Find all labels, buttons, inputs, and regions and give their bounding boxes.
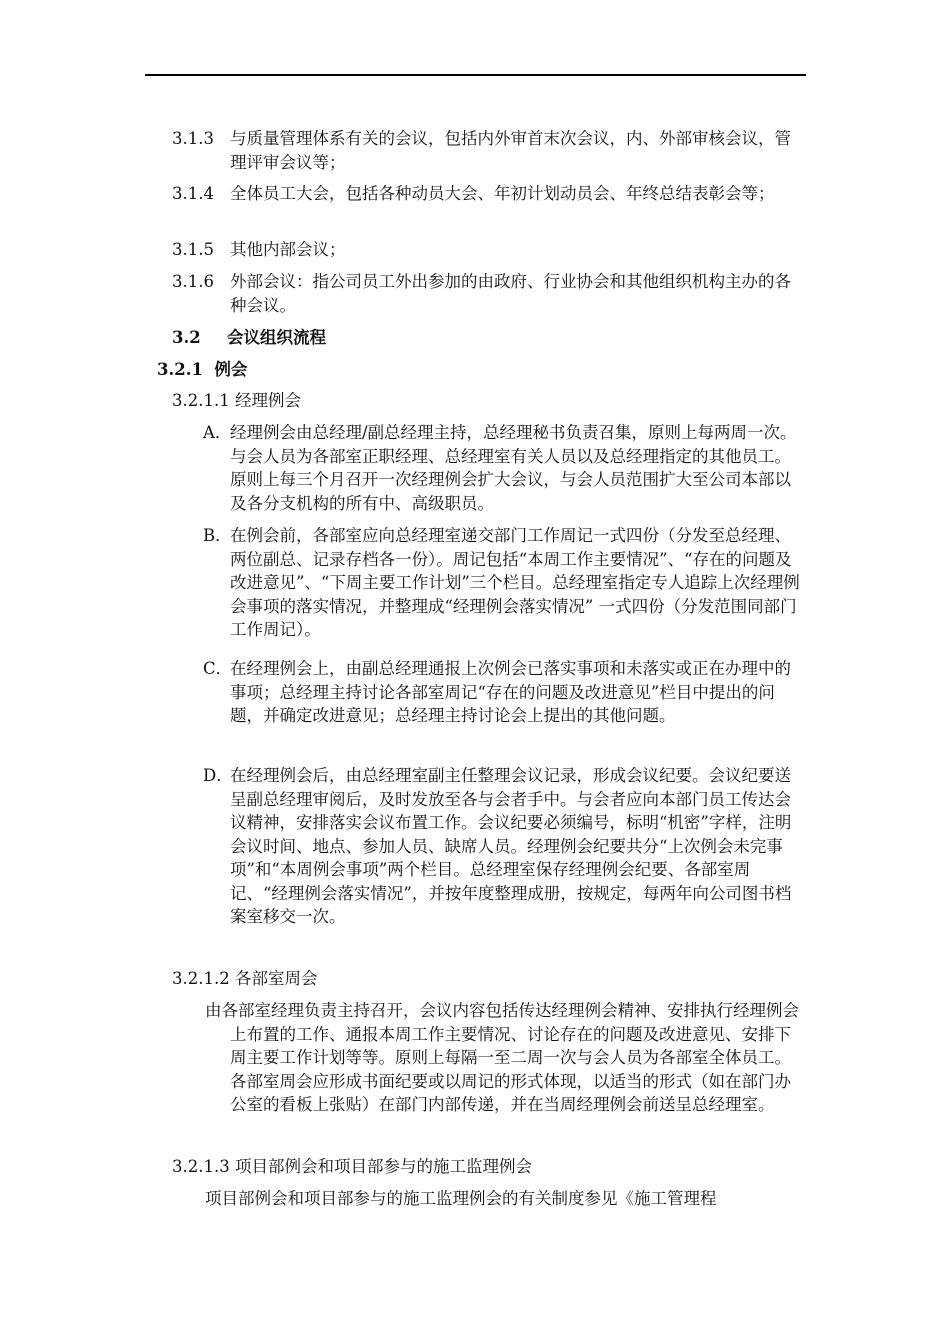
item-text: 与质量管理体系有关的会议，包括内外审首末次会议，内、外部审核会议，管理评审会议等； <box>230 129 791 172</box>
para-label: A． <box>203 423 232 442</box>
subsection-heading: 3.2.1 例会 <box>157 360 248 379</box>
para-text: 项目部例会和项目部参与的施工监理例会的有关制度参见《施工管理程 <box>205 1189 717 1208</box>
item-number: 3.1.4 <box>172 184 214 203</box>
header-rule <box>145 74 806 76</box>
para-text: 在经理例会上，由副总经理通报上次例会已落实事项和未落实或正在办理中的事项；总经理主持讨论各部室周记“存在的问题及改进意见”栏目中提出的问题，并确定改进意见；总经理主持讨论会上提出的其他问题。 <box>230 659 791 725</box>
para-label: B． <box>203 526 232 545</box>
sub-heading: 3.2.1.1 经理例会 <box>172 391 301 410</box>
section-number: 3.2 <box>172 328 201 347</box>
para-text: 经理例会由总经理/副总经理主持，总经理秘书负责召集，原则上每两周一次。与会人员为各部室正职经理、总经理室有关人员以及总经理指定的其他员工。原则上每三个月召开一次经理例会扩大会议，与会人员范围扩大至公司本部以及各分支机构的所有中、高级职员。 <box>230 423 797 513</box>
para-text: 由各部室经理负责主持召开，会议内容包括传达经理例会精神、安排执行经理例会上布置的工作、通报本周工作主要情况、讨论存在的问题及改进意见、安排下周主要工作计划等等。原则上每隔一至二周一次与会人员为各部室全体员工。各部室周会应形成书面纪要或以周记的形式体现，以适当的形式（如在部门办公室的看板上张贴）在部门内部传递，并在当周经理例会前送呈总经理室。 <box>205 1001 799 1114</box>
item-text: 外部会议：指公司员工外出参加的由政府、行业协会和其他组织机构主办的各种会议。 <box>230 272 791 315</box>
section-title: 会议组织流程 <box>227 328 326 347</box>
item-text: 全体员工大会，包括各种动员大会、年初计划动员会、年终总结表彰会等； <box>230 184 775 203</box>
item-number: 3.1.5 <box>172 240 214 259</box>
para-label: C． <box>203 659 233 678</box>
item-number: 3.1.6 <box>172 272 214 291</box>
para-text: 在经理例会后，由总经理室副主任整理会议记录，形成会议纪要。会议纪要送呈副总经理审阅后，及时发放至各与会者手中。与会者应向本部门员工传达会议精神，安排落实会议布置工作。会议纪要必须编号，标明“机密”字样，注明会议时间、地点、参加人员、缺席人员。经理例会纪要共分“上次例会未完事项”和“本周例会事项”两个栏目。总经理室保存经理例会纪要、各部室周记、“经理例会落实情况”，并按年度整理成册，按规定，每两年向公司图书档案室移交一次。 <box>230 766 792 926</box>
sub-heading: 3.2.1.3 项目部例会和项目部参与的施工监理例会 <box>172 1157 532 1176</box>
para-text: 在例会前，各部室应向总经理室递交部门工作周记一式四份（分发至总经理、两位副总、记录存档各一份）。周记包括“本周工作主要情况”、“存在的问题及改进意见”、“下周主要工作计划”三个栏目。总经理室指定专人追踪上次经理例会事项的落实情况，并整理成“经理例会落实情况” 一式四份（分发范围同部门工作周记）。 <box>230 526 800 639</box>
sub-heading: 3.2.1.2 各部室周会 <box>172 969 318 988</box>
para-label: D． <box>203 766 233 785</box>
item-number: 3.1.3 <box>172 129 214 148</box>
item-text: 其他内部会议； <box>230 240 346 259</box>
